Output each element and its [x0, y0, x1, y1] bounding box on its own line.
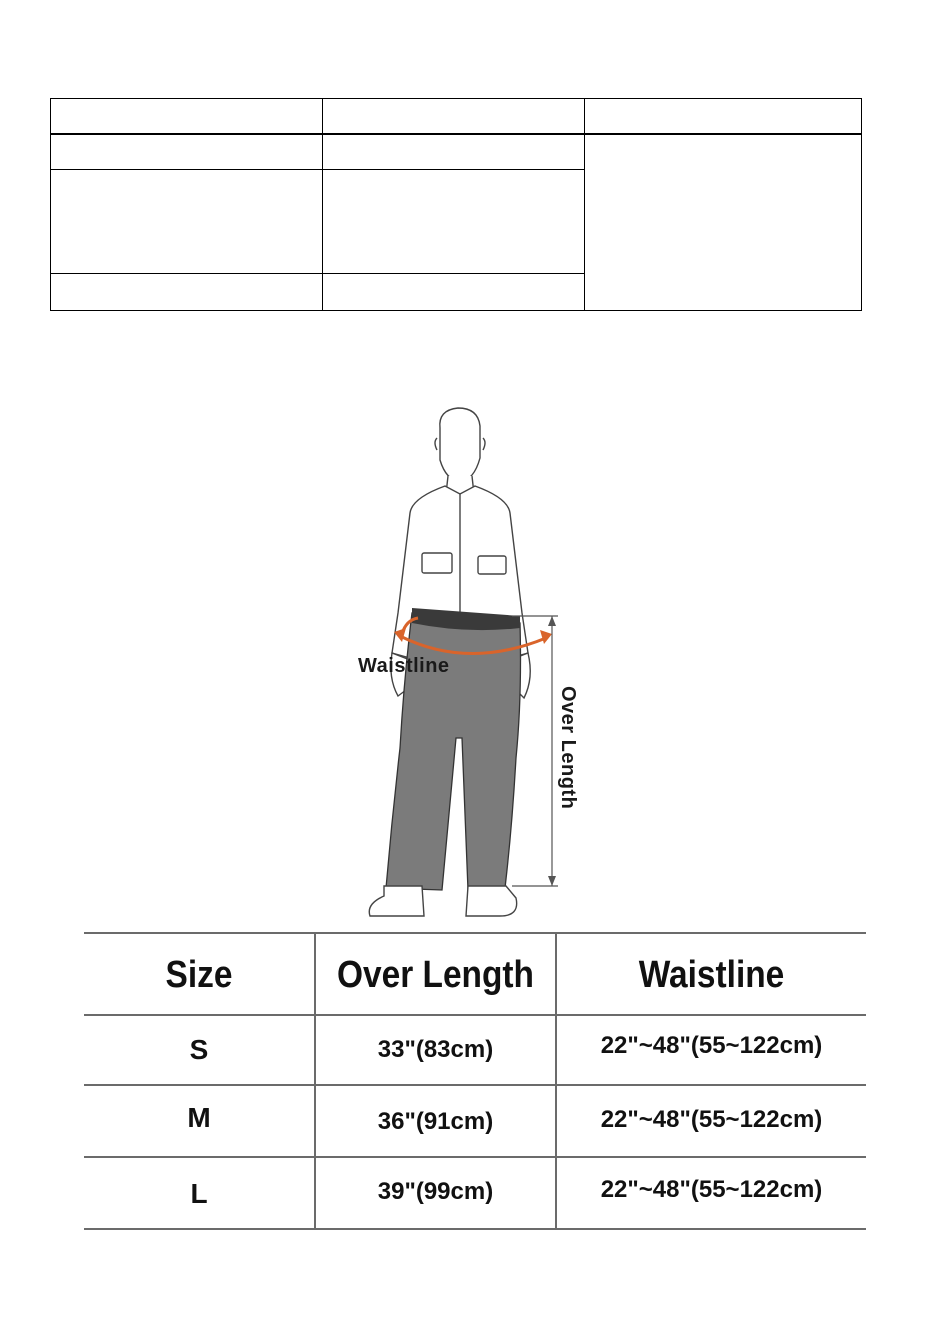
row-m-waistline: 22"~48"(55~122cm)	[600, 1106, 823, 1133]
table-rule	[84, 932, 866, 934]
table-divider	[584, 99, 585, 310]
table-divider	[51, 133, 861, 135]
row-l-size: L	[190, 1178, 208, 1209]
empty-table	[50, 98, 862, 311]
row-s-waistline: 22"~48"(55~122cm)	[600, 1032, 823, 1059]
row-m-over-length: 36"(91cm)	[377, 1108, 494, 1135]
waistline-label: Waistline	[358, 655, 450, 677]
row-s-size: S	[189, 1034, 209, 1065]
row-l-waistline: 22"~48"(55~122cm)	[600, 1176, 823, 1203]
row-m-size: M	[187, 1102, 211, 1133]
table-rule	[84, 1228, 866, 1230]
header-over-length: Over Length	[337, 953, 534, 996]
over-length-label: Over Length	[557, 686, 579, 810]
table-divider	[51, 273, 584, 274]
table-divider	[322, 99, 323, 310]
row-s-over-length: 33"(83cm)	[377, 1036, 494, 1063]
table-divider	[51, 169, 584, 170]
row-l-over-length: 39"(99cm)	[377, 1178, 494, 1205]
header-waistline: Waistline	[638, 953, 785, 996]
header-size: Size	[165, 953, 233, 996]
size-chart-table	[84, 932, 866, 1230]
